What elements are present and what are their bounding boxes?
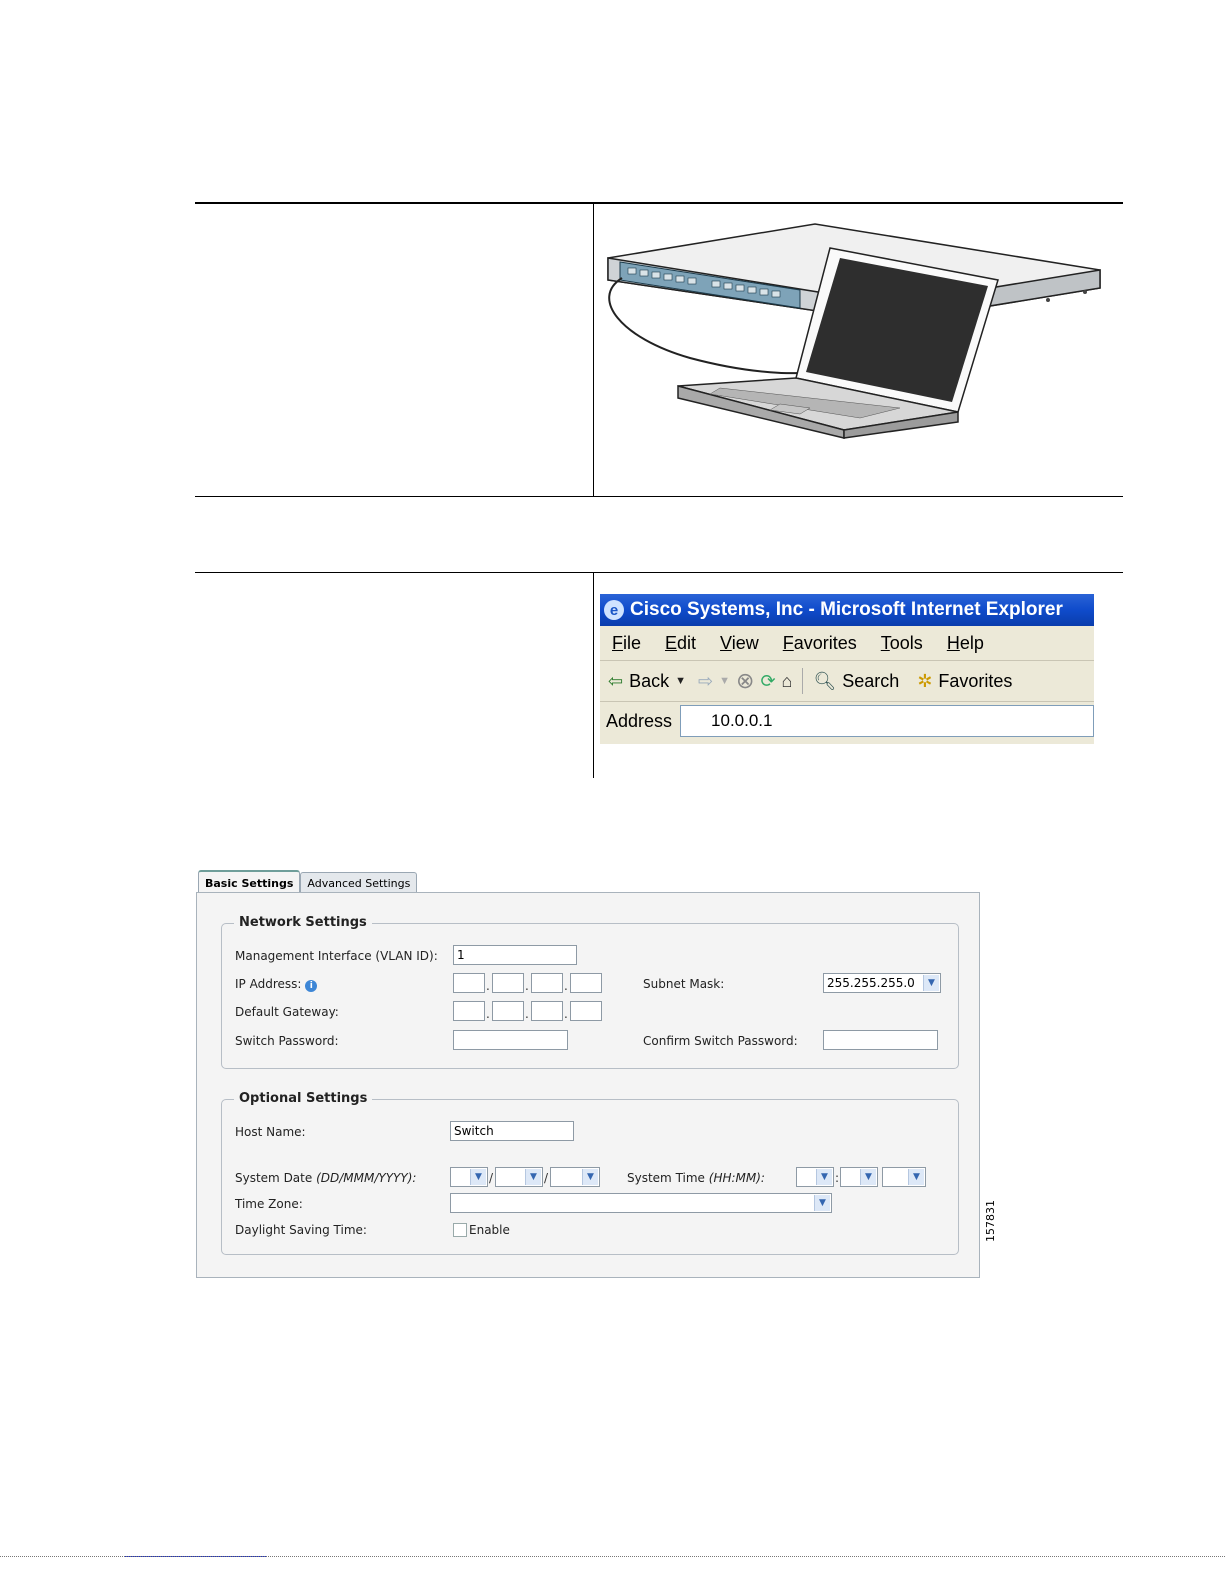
subnet-mask-select[interactable]	[823, 973, 941, 993]
table-cell-divider	[593, 202, 594, 497]
mgmt-interface-label: Management Interface (VLAN ID):	[235, 949, 438, 963]
chevron-down-icon: ▼	[719, 675, 730, 687]
settings-tabs	[198, 870, 417, 894]
ip-octet-1[interactable]	[453, 973, 485, 993]
gateway-octet-4[interactable]	[570, 1001, 602, 1021]
menu-tools[interactable]: Tools	[880, 632, 923, 653]
system-date-format: (DD/MMM/YYYY):	[316, 1171, 417, 1185]
chevron-down-icon: ▼	[814, 1195, 830, 1211]
time-ampm-select[interactable]	[882, 1167, 926, 1187]
switch-password-input[interactable]	[453, 1030, 568, 1050]
table-top-rule	[195, 202, 1123, 204]
tab-basic-settings[interactable]: Basic Settings	[198, 870, 300, 894]
ie-logo-icon: e	[604, 600, 624, 620]
chevron-down-icon: ▼	[860, 1169, 876, 1185]
subnet-mask-label: Subnet Mask:	[643, 977, 725, 991]
date-year-select[interactable]	[550, 1167, 600, 1187]
system-date-label-text: System Date	[235, 1171, 313, 1185]
date-month-select[interactable]	[495, 1167, 543, 1187]
search-icon[interactable]: 🔍︎	[813, 670, 837, 691]
ip-octet-4[interactable]	[570, 973, 602, 993]
switch-password-label: Switch Password:	[235, 1034, 339, 1048]
refresh-icon[interactable]: ⟳	[760, 670, 776, 691]
gateway-dot: .	[564, 1007, 568, 1021]
date-day-select[interactable]	[450, 1167, 488, 1187]
favorites-star-icon[interactable]: ✲	[917, 670, 933, 691]
browser-title-bar	[600, 594, 1094, 626]
default-gateway-label: Default Gateway:	[235, 1005, 339, 1019]
home-icon[interactable]: ⌂	[781, 670, 793, 691]
table2-top-rule	[195, 572, 1123, 573]
confirm-password-label: Confirm Switch Password:	[643, 1034, 798, 1048]
chevron-down-icon: ▼	[908, 1169, 924, 1185]
browser-toolbar	[600, 661, 1094, 702]
host-name-label: Host Name:	[235, 1125, 306, 1139]
ip-address-label	[235, 977, 317, 992]
time-minute-select[interactable]	[840, 1167, 878, 1187]
gateway-dot: .	[525, 1007, 529, 1021]
gateway-octet-2[interactable]	[492, 1001, 524, 1021]
menu-help[interactable]: Help	[946, 632, 984, 653]
dst-label: Daylight Saving Time:	[235, 1223, 367, 1237]
express-setup-form	[196, 870, 980, 1278]
toolbar-separator	[802, 668, 803, 694]
chevron-down-icon: ▼	[816, 1169, 832, 1185]
ip-dot: .	[564, 979, 568, 993]
gateway-dot: .	[486, 1007, 490, 1021]
address-bar	[600, 702, 1094, 740]
system-time-label	[627, 1171, 765, 1185]
chevron-down-icon: ▼	[923, 975, 939, 991]
system-time-format: (HH:MM):	[708, 1171, 765, 1185]
time-zone-select[interactable]	[450, 1193, 832, 1213]
time-zone-label: Time Zone:	[235, 1197, 303, 1211]
browser-menu-bar	[600, 626, 1094, 661]
menu-edit[interactable]: Edit	[665, 632, 697, 653]
switch-laptop-illustration	[600, 218, 1105, 440]
time-hour-select[interactable]	[796, 1167, 834, 1187]
chevron-down-icon: ▼	[525, 1169, 541, 1185]
figure-number: 157831	[984, 1200, 997, 1242]
chevron-down-icon: ▼	[582, 1169, 598, 1185]
ip-address-label-text: IP Address:	[235, 977, 302, 991]
stop-icon[interactable]: ⊗	[736, 668, 755, 693]
system-date-label	[235, 1171, 416, 1185]
tab-advanced-settings[interactable]: Advanced Settings	[300, 872, 417, 894]
dst-enable-checkbox[interactable]	[453, 1223, 467, 1237]
settings-panel	[196, 892, 980, 1278]
dst-enable-label: Enable	[469, 1223, 510, 1237]
gateway-octet-3[interactable]	[531, 1001, 563, 1021]
optional-settings-title: Optional Settings	[234, 1091, 372, 1106]
menu-favorites[interactable]: Favorites	[782, 632, 857, 653]
back-button[interactable]: Back	[629, 670, 670, 691]
browser-window	[600, 594, 1094, 744]
time-colon: :	[835, 1171, 840, 1185]
subnet-mask-value: 255.255.255.0	[827, 976, 915, 990]
date-slash: /	[489, 1171, 494, 1185]
menu-view[interactable]: View	[720, 632, 759, 653]
chevron-down-icon[interactable]: ▼	[675, 675, 687, 687]
browser-title: Cisco Systems, Inc - Microsoft Internet Explorer	[630, 599, 1063, 620]
confirm-password-input[interactable]	[823, 1030, 938, 1050]
menu-file[interactable]: File	[612, 632, 642, 653]
footer-dotted-rule	[0, 1556, 1225, 1557]
search-button[interactable]: Search	[842, 670, 900, 691]
system-time-label-text: System Time	[627, 1171, 705, 1185]
host-name-input[interactable]: Switch	[450, 1121, 574, 1141]
mgmt-interface-input[interactable]: 1	[453, 945, 577, 965]
info-icon[interactable]: i	[305, 980, 317, 992]
forward-arrow-icon[interactable]: ⇨	[698, 670, 714, 691]
network-settings-title: Network Settings	[234, 915, 372, 930]
date-slash: /	[544, 1171, 549, 1185]
address-label: Address	[606, 710, 673, 731]
back-arrow-icon[interactable]: ⇦	[608, 670, 624, 691]
table2-cell-divider	[593, 572, 594, 778]
ip-dot: .	[525, 979, 529, 993]
address-input[interactable]: 10.0.0.1	[680, 705, 1094, 737]
favorites-button[interactable]: Favorites	[938, 670, 1013, 691]
ip-octet-3[interactable]	[531, 973, 563, 993]
table-middle-rule	[195, 496, 1123, 497]
ip-dot: .	[486, 979, 490, 993]
ip-octet-2[interactable]	[492, 973, 524, 993]
gateway-octet-1[interactable]	[453, 1001, 485, 1021]
chevron-down-icon: ▼	[470, 1169, 486, 1185]
